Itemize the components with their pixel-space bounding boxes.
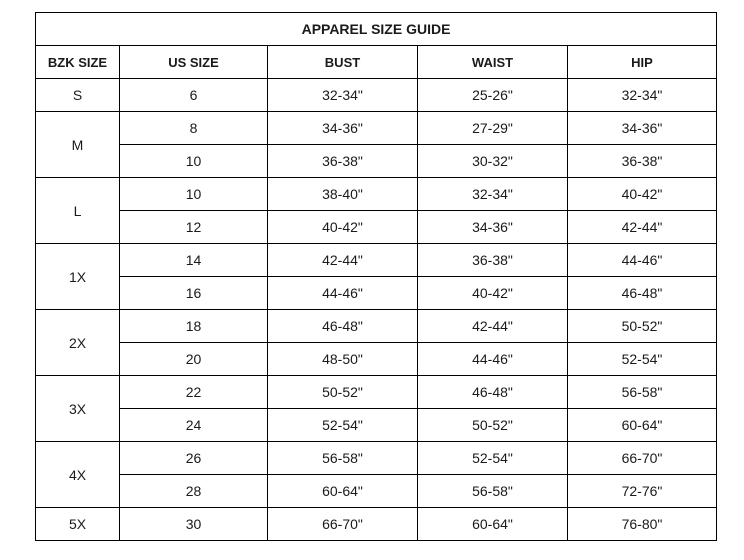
bust-cell: 38-40": [268, 178, 418, 211]
hip-cell: 36-38": [568, 145, 717, 178]
table-row: [36, 475, 717, 508]
hip-cell: 42-44": [568, 211, 717, 244]
table-row: [36, 112, 717, 145]
bzk-size-cell: M: [36, 112, 120, 178]
us-size-cell: 10: [120, 145, 268, 178]
bzk-size-cell: S: [36, 79, 120, 112]
header-us-size: US SIZE: [120, 46, 268, 79]
hip-cell: 56-58": [568, 376, 717, 409]
hip-cell: 66-70": [568, 442, 717, 475]
header-hip: HIP: [568, 46, 717, 79]
us-size-cell: 12: [120, 211, 268, 244]
bzk-size-cell: 5X: [36, 508, 120, 541]
waist-cell: 34-36": [418, 211, 568, 244]
hip-cell: 76-80": [568, 508, 717, 541]
us-size-cell: 24: [120, 409, 268, 442]
us-size-cell: 22: [120, 376, 268, 409]
header-bust: BUST: [268, 46, 418, 79]
bust-cell: 44-46": [268, 277, 418, 310]
table-row: [36, 244, 717, 277]
bust-cell: 50-52": [268, 376, 418, 409]
table-row: [36, 79, 717, 112]
bzk-size-cell: 3X: [36, 376, 120, 442]
us-size-cell: 16: [120, 277, 268, 310]
bust-cell: 56-58": [268, 442, 418, 475]
table-row: [36, 442, 717, 475]
hip-cell: 46-48": [568, 277, 717, 310]
us-size-cell: 18: [120, 310, 268, 343]
bzk-size-cell: L: [36, 178, 120, 244]
table-row: [36, 508, 717, 541]
table-row: [36, 178, 717, 211]
hip-cell: 60-64": [568, 409, 717, 442]
us-size-cell: 8: [120, 112, 268, 145]
table-row: [36, 343, 717, 376]
waist-cell: 27-29": [418, 112, 568, 145]
bust-cell: 32-34": [268, 79, 418, 112]
hip-cell: 50-52": [568, 310, 717, 343]
us-size-cell: 10: [120, 178, 268, 211]
waist-cell: 44-46": [418, 343, 568, 376]
table-row: [36, 409, 717, 442]
hip-cell: 72-76": [568, 475, 717, 508]
size-guide-table: [35, 12, 717, 541]
us-size-cell: 28: [120, 475, 268, 508]
us-size-cell: 6: [120, 79, 268, 112]
bust-cell: 60-64": [268, 475, 418, 508]
waist-cell: 42-44": [418, 310, 568, 343]
waist-cell: 32-34": [418, 178, 568, 211]
hip-cell: 44-46": [568, 244, 717, 277]
table-row: [36, 145, 717, 178]
bzk-size-cell: 4X: [36, 442, 120, 508]
table-row: [36, 310, 717, 343]
waist-cell: 46-48": [418, 376, 568, 409]
us-size-cell: 14: [120, 244, 268, 277]
waist-cell: 60-64": [418, 508, 568, 541]
us-size-cell: 26: [120, 442, 268, 475]
waist-cell: 52-54": [418, 442, 568, 475]
hip-cell: 40-42": [568, 178, 717, 211]
us-size-cell: 20: [120, 343, 268, 376]
bust-cell: 66-70": [268, 508, 418, 541]
title-row: [36, 13, 717, 46]
bzk-size-cell: 2X: [36, 310, 120, 376]
waist-cell: 36-38": [418, 244, 568, 277]
header-row: [36, 46, 717, 79]
waist-cell: 50-52": [418, 409, 568, 442]
waist-cell: 56-58": [418, 475, 568, 508]
waist-cell: 25-26": [418, 79, 568, 112]
table-title: APPAREL SIZE GUIDE: [36, 13, 717, 46]
bust-cell: 46-48": [268, 310, 418, 343]
table-row: [36, 376, 717, 409]
us-size-cell: 30: [120, 508, 268, 541]
bust-cell: 52-54": [268, 409, 418, 442]
hip-cell: 32-34": [568, 79, 717, 112]
bust-cell: 36-38": [268, 145, 418, 178]
bust-cell: 40-42": [268, 211, 418, 244]
table-row: [36, 277, 717, 310]
bust-cell: 42-44": [268, 244, 418, 277]
header-bzk-size: BZK SIZE: [36, 46, 120, 79]
bust-cell: 48-50": [268, 343, 418, 376]
table-row: [36, 211, 717, 244]
bust-cell: 34-36": [268, 112, 418, 145]
bzk-size-cell: 1X: [36, 244, 120, 310]
waist-cell: 40-42": [418, 277, 568, 310]
header-waist: WAIST: [418, 46, 568, 79]
hip-cell: 34-36": [568, 112, 717, 145]
hip-cell: 52-54": [568, 343, 717, 376]
waist-cell: 30-32": [418, 145, 568, 178]
